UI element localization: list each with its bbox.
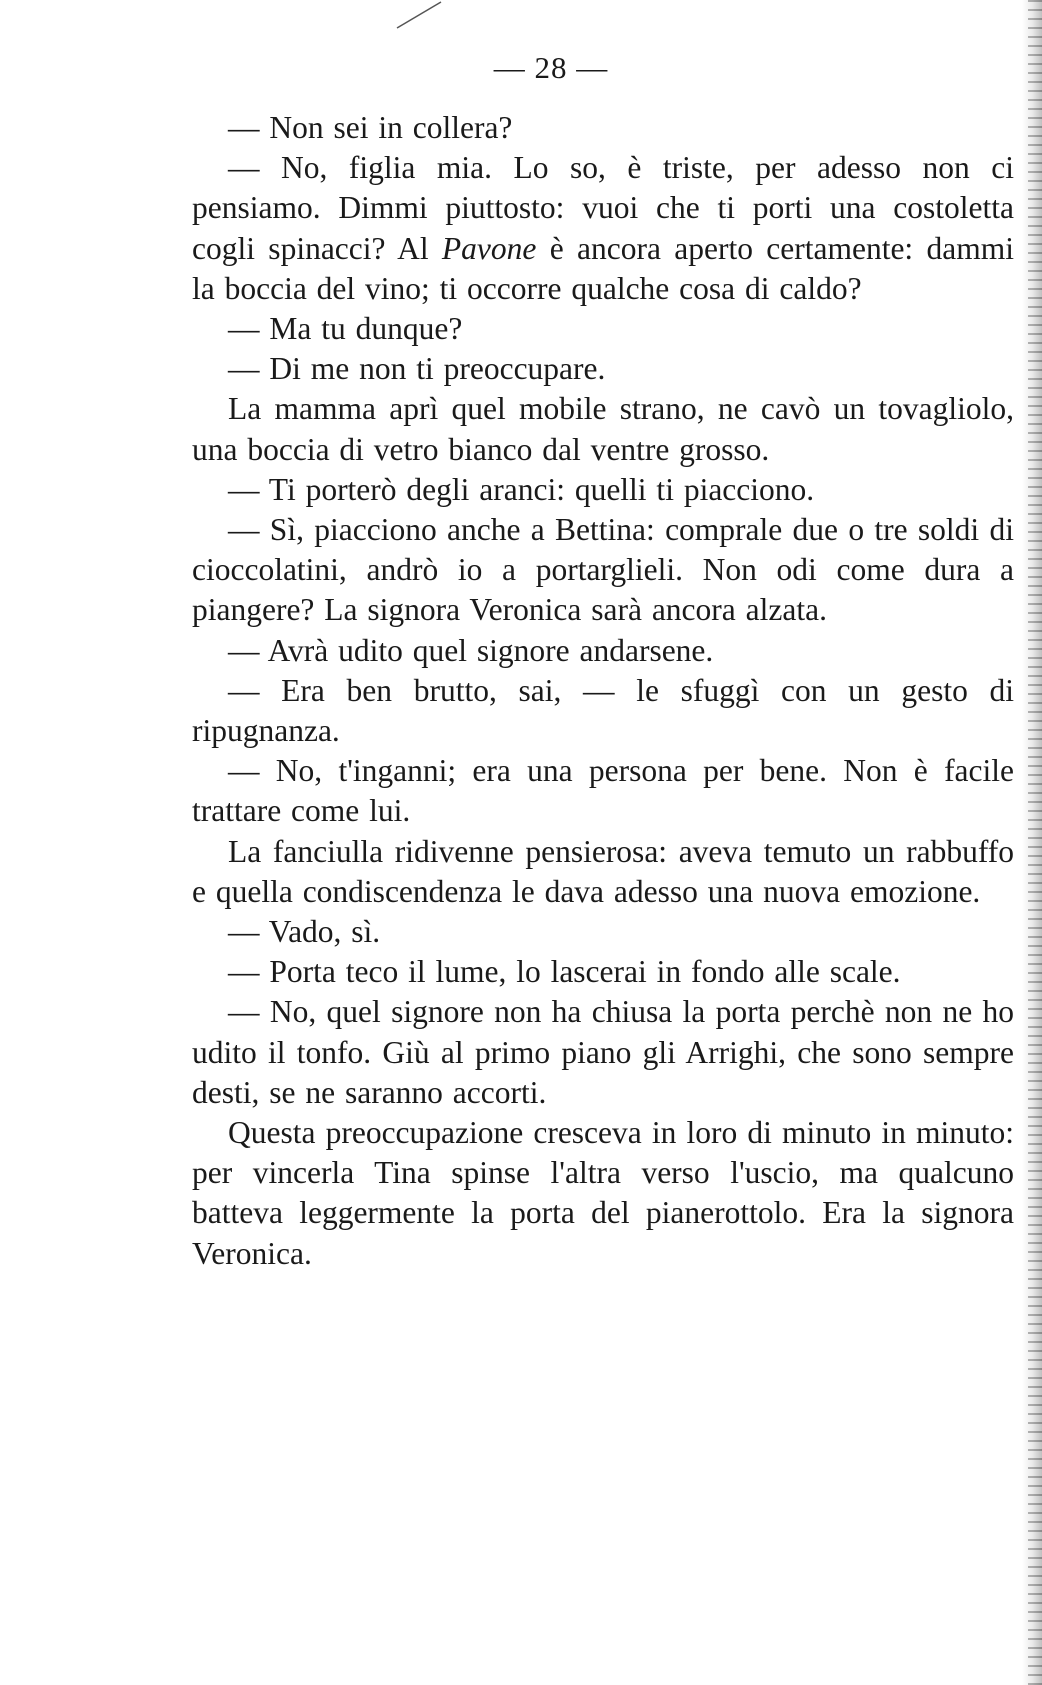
paragraph: La mamma aprì quel mobile strano, ne cavò un tovagliolo, una boccia di vetro bianco dal ventre grosso. — [192, 391, 1014, 467]
paragraph: — Non sei in collera? — [228, 110, 513, 145]
italic-text: Pavone — [441, 230, 537, 266]
page-edge-specks — [1028, 0, 1042, 1685]
paragraph: — Vado, sì. — [228, 914, 381, 950]
paragraph: La fanciulla ridivenne pensierosa: aveva temuto un rabbuffo e quella condiscendenza le dava adesso una nuova emozione. — [192, 833, 1014, 909]
paragraph: — Ti porterò degli aranci: quelli ti piacciono. — [228, 471, 815, 507]
body-text — [192, 108, 1014, 1274]
paragraph: — Era ben brutto, sai, — le sfuggì con un gesto di ripugnanza. — [192, 672, 1014, 749]
paragraph: — No, t'inganni; era una persona per bene. Non è facile trattare come lui. — [192, 753, 1014, 829]
paragraph: — Avrà udito quel signore andarsene. — [228, 632, 714, 668]
paragraph: — Ma tu dunque? — [228, 311, 463, 347]
paragraph: — Porta teco il lume, lo lascerai in fondo alle scale. — [228, 954, 901, 990]
pen-stroke-mark — [395, 0, 445, 30]
paragraph: — No, figlia mia. Lo so, è triste, per adesso non ci pensiamo. Dimmi piuttosto: vuoi che ti porti una costoletta cogli spinacci? Al Pavone è ancora aperto certamente: dammi la boccia del vino; ti occorre qualche cosa di caldo? — [192, 150, 1014, 306]
paragraph: — No, quel signore non ha chiusa la porta perchè non ne ho udito il tonfo. Giù al primo piano gli Arrighi, che sono sempre desti, se ne saranno accorti. — [192, 994, 1014, 1110]
paragraph: — Di me non ti preoccupare. — [228, 351, 606, 387]
paragraph: Questa preoccupazione cresceva in loro di minuto in minuto: per vincerla Tina spinse l'altra verso l'uscio, ma qualcuno batteva leggermente la porta del pianerottolo. Era la signora Veronica. — [192, 1115, 1014, 1271]
page-number: — 28 — — [493, 50, 609, 85]
paragraph: — Sì, piacciono anche a Bettina: comprale due o tre soldi di cioccolatini, andrò io a portarglieli. Non odi come dura a piangere? La signora Veronica sarà ancora alzata. — [192, 512, 1014, 628]
